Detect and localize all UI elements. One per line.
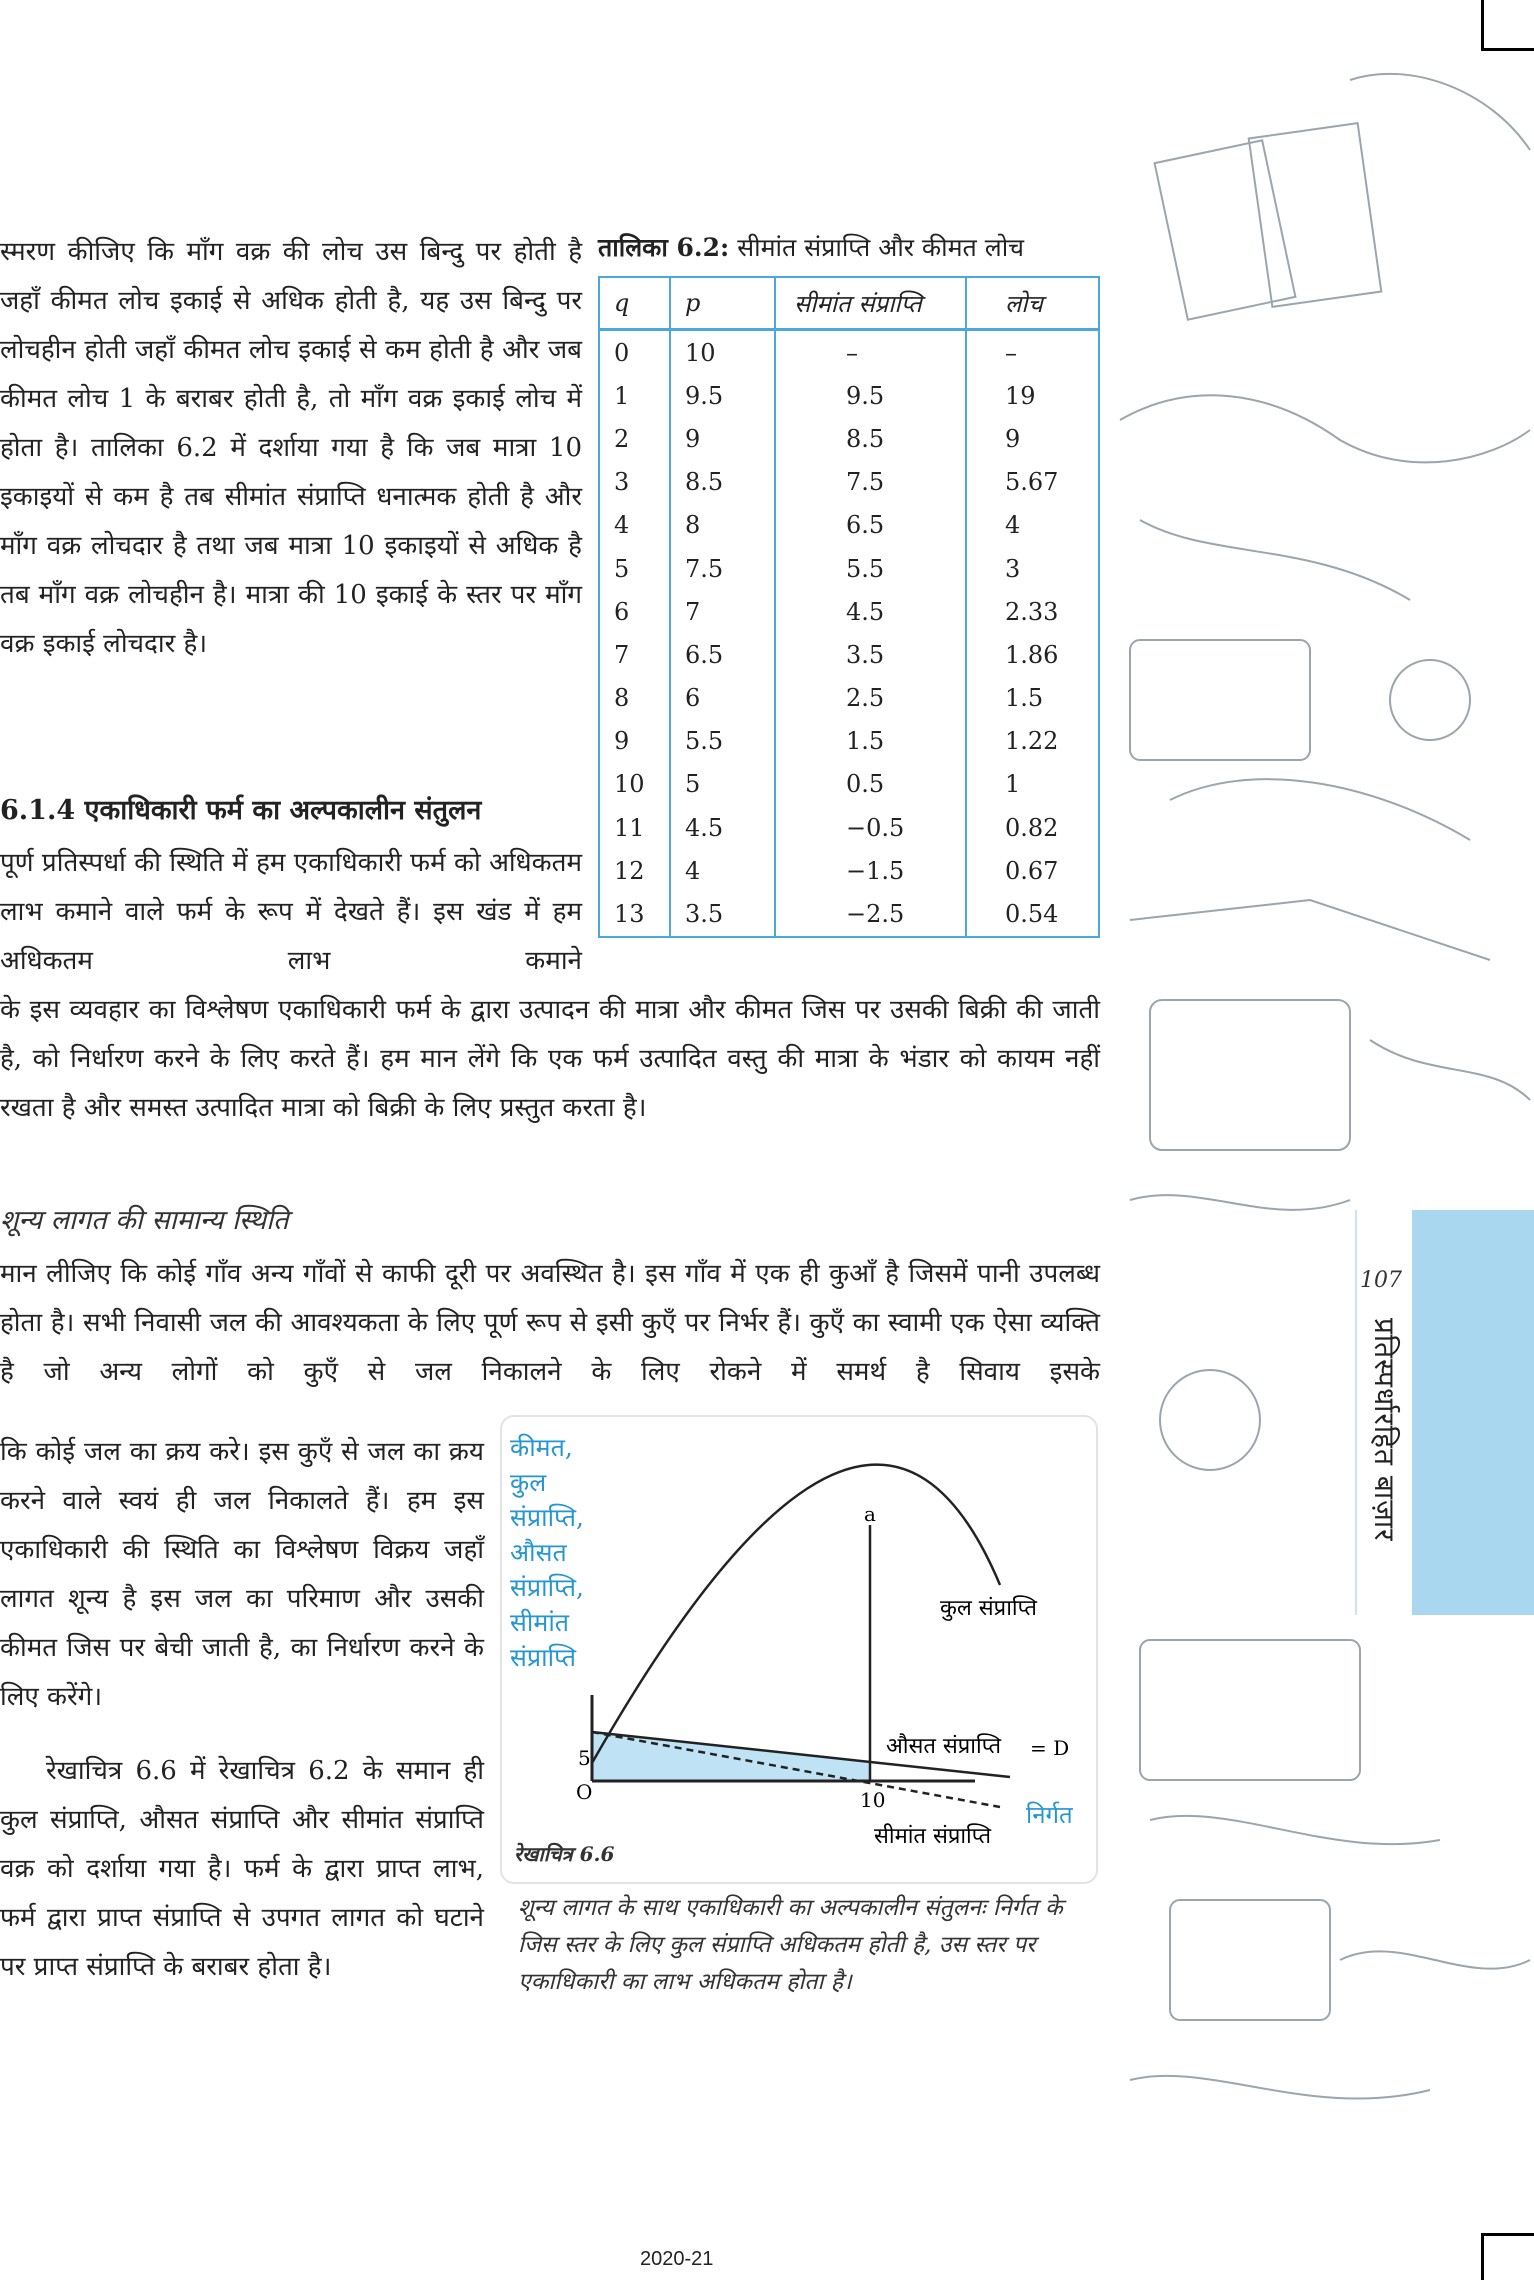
cell-p: 4 xyxy=(670,849,775,892)
cell-marginal-revenue: 3.5 xyxy=(775,633,966,676)
table-caption xyxy=(598,230,1103,264)
cell-elasticity: 0.82 xyxy=(966,806,1099,849)
cell-elasticity: 4 xyxy=(966,504,1099,547)
revenue-diagram xyxy=(500,1415,1096,1882)
cell-marginal-revenue: 5.5 xyxy=(775,547,966,590)
cell-p: 3.5 xyxy=(670,892,775,936)
y-label-line: कीमत, xyxy=(510,1433,573,1462)
cell-marginal-revenue: – xyxy=(775,330,966,375)
zero-cost-paragraph-c: रेखाचित्र 6.6 में रेखाचित्र 6.2 के समान ही कुल संप्राप्ति, औसत संप्राप्ति और सीमांत संप्राप्ति वक्र को दर्शाया गया है। फर्म के द्वारा प्राप्त लाभ, फर्म द्वारा प्राप्त संप्राप्ति से उपगत लागत को घटाने पर प्राप्त संप्राप्ति के बराबर होता है। xyxy=(0,1756,484,1982)
table-row xyxy=(599,330,1099,375)
cell-marginal-revenue: 0.5 xyxy=(775,763,966,806)
cell-p: 6.5 xyxy=(670,633,775,676)
section-paragraph-b: के इस व्यवहार का विश्लेषण एकाधिकारी फर्म के द्वारा उत्पादन की मात्रा और कीमत जिस पर उसकी बिक्री की जाती है, को निर्धारण करने के लिए करते हैं। हम मान लेंगे कि एक फर्म उत्पादित वस्तु की मात्रा के भंडार को कायम नहीं रखता है और समस्त उत्पादित मात्रा को बिक्री के लिए प्रस्तुत करता है। xyxy=(0,995,1100,1123)
cell-p: 6 xyxy=(670,677,775,720)
cell-elasticity: 0.54 xyxy=(966,892,1099,936)
cell-q: 5 xyxy=(599,547,670,590)
cell-elasticity: 0.67 xyxy=(966,849,1099,892)
cell-q: 10 xyxy=(599,763,670,806)
header-p: p xyxy=(670,277,775,330)
cell-marginal-revenue: −2.5 xyxy=(775,892,966,936)
cell-elasticity: 9 xyxy=(966,417,1099,460)
cell-q: 12 xyxy=(599,849,670,892)
cell-q: 9 xyxy=(599,720,670,763)
zero-cost-paragraph-b: कि कोई जल का क्रय करे। इस कुएँ से जल का क्रय करने वाले स्वयं ही जल निकालते हैं। हम इस एकाधिकारी की स्थिति का विश्लेषण विक्रय जहाँ लागत शून्य है इस जल का परिमाण और उसकी कीमत जिस पर बेची जाती है, का निर्धारण करने के लिए करेंगे। xyxy=(0,1437,484,1712)
cell-q: 0 xyxy=(599,330,670,375)
y-label-line: संप्राप्ति xyxy=(510,1643,577,1672)
footer-year: 2020-21 xyxy=(640,2248,714,2270)
cell-marginal-revenue: 8.5 xyxy=(775,417,966,460)
elasticity-table xyxy=(598,276,1100,938)
y-label-line: सीमांत xyxy=(510,1608,570,1637)
subheading: शून्य लागत की सामान्य स्थिति xyxy=(0,1205,289,1236)
cell-elasticity: 3 xyxy=(966,547,1099,590)
crop-mark-top xyxy=(1481,0,1534,51)
y-label-line: औसत xyxy=(510,1538,567,1567)
cell-q: 3 xyxy=(599,461,670,504)
cell-marginal-revenue: 9.5 xyxy=(775,374,966,417)
origin-label: O xyxy=(576,1780,593,1804)
cell-q: 11 xyxy=(599,806,670,849)
cell-marginal-revenue: −0.5 xyxy=(775,806,966,849)
chapter-title: प्रतिस्पर्धारहित बाज़ार xyxy=(1368,1318,1401,1542)
cell-p: 7.5 xyxy=(670,547,775,590)
cell-elasticity: 1.22 xyxy=(966,720,1099,763)
table-row xyxy=(599,417,1099,460)
table-row xyxy=(599,677,1099,720)
table-header-row xyxy=(599,277,1099,330)
marginal-revenue-label: सीमांत संप्राप्ति xyxy=(874,1824,992,1849)
table-row xyxy=(599,504,1099,547)
y-tick-5: 5 xyxy=(578,1746,591,1770)
cell-q: 13 xyxy=(599,892,670,936)
table-row xyxy=(599,720,1099,763)
cell-marginal-revenue: 6.5 xyxy=(775,504,966,547)
cell-p: 8.5 xyxy=(670,461,775,504)
cell-elasticity: – xyxy=(966,330,1099,375)
table-row xyxy=(599,633,1099,676)
intro-paragraph: स्मरण कीजिए कि माँग वक्र की लोच उस बिन्दु पर होती है जहाँ कीमत लोच इकाई से अधिक होती है, यह उस बिन्दु पर लोचहीन होती जहाँ कीमत लोच इकाई से कम होती है और जब कीमत लोच 1 के बराबर होती है, तो माँग वक्र इकाई लोच में होता है। तालिका 6.2 में दर्शाया गया है कि जब मात्रा 10 इकाइयों से कम है तब सीमांत संप्राप्ति धनात्मक होती है और माँग वक्र लोचदार है तथा जब मात्रा 10 इकाइयों से अधिक है तब माँग वक्र लोचहीन है। मात्रा की 10 इकाई के स्तर पर माँग वक्र इकाई लोचदार है। xyxy=(0,237,582,659)
cell-elasticity: 1.5 xyxy=(966,677,1099,720)
table-row xyxy=(599,763,1099,806)
cell-marginal-revenue: 4.5 xyxy=(775,590,966,633)
table-caption-label: तालिका 6.2: xyxy=(598,233,730,262)
x-tick-10: 10 xyxy=(860,1788,886,1812)
table-row xyxy=(599,849,1099,892)
cell-p: 5.5 xyxy=(670,720,775,763)
figure-caption: शून्य लागत के साथ एकाधिकारी का अल्पकालीन संतुलनः निर्गत के जिस स्तर के लिए कुल संप्राप्ति अधिकतम होती है, उस स्तर पर एकाधिकारी का लाभ अधिकतम होता है। xyxy=(518,1895,1063,1995)
y-label-line: कुल xyxy=(510,1468,547,1497)
crop-mark-bottom xyxy=(1481,2233,1534,2280)
cell-elasticity: 19 xyxy=(966,374,1099,417)
zero-cost-paragraph-a: मान लीजिए कि कोई गाँव अन्य गाँवों से काफी दूरी पर अवस्थित है। इस गाँव में एक ही कुआँ है जिसमें पानी उपलब्ध होता है। सभी निवासी जल की आवश्यकता के लिए पूर्ण रूप से इसी कुएँ पर निर्भर हैं। कुएँ का स्वामी एक ऐसा व्यक्ति है जो अन्य लोगों को कुएँ से जल निकालने के लिए रोकने में समर्थ है सिवाय इसके xyxy=(0,1259,1100,1387)
table-row xyxy=(599,461,1099,504)
average-revenue-label: औसत संप्राप्ति xyxy=(886,1734,1002,1759)
cell-elasticity: 2.33 xyxy=(966,590,1099,633)
cell-p: 9.5 xyxy=(670,374,775,417)
page-number: 107 xyxy=(1360,1268,1402,1293)
cell-marginal-revenue: 7.5 xyxy=(775,461,966,504)
cell-marginal-revenue: 2.5 xyxy=(775,677,966,720)
table-row xyxy=(599,806,1099,849)
figure-number: रेखाचित्र 6.6 xyxy=(514,1842,615,1866)
cell-marginal-revenue: −1.5 xyxy=(775,849,966,892)
header-marginal-revenue: सीमांत संप्राप्ति xyxy=(775,277,966,330)
total-revenue-curve xyxy=(592,1465,1000,1763)
table-row xyxy=(599,590,1099,633)
total-revenue-label: कुल संप्राप्ति xyxy=(940,1596,1037,1621)
cell-q: 2 xyxy=(599,417,670,460)
y-label-line: संप्राप्ति, xyxy=(510,1573,584,1602)
table-row xyxy=(599,547,1099,590)
cell-elasticity: 5.67 xyxy=(966,461,1099,504)
point-a-label: a xyxy=(864,1502,876,1526)
header-q: q xyxy=(599,277,670,330)
cell-p: 4.5 xyxy=(670,806,775,849)
cell-elasticity: 1 xyxy=(966,763,1099,806)
cell-q: 4 xyxy=(599,504,670,547)
cell-p: 5 xyxy=(670,763,775,806)
table-body xyxy=(599,330,1099,937)
table-caption-text: सीमांत संप्राप्ति और कीमत लोच xyxy=(737,233,1025,262)
table-row xyxy=(599,892,1099,936)
cell-elasticity: 1.86 xyxy=(966,633,1099,676)
margin-illustration xyxy=(1110,0,1534,2280)
demand-label: = D xyxy=(1030,1736,1070,1760)
section-paragraph-a: पूर्ण प्रतिस्पर्धा की स्थिति में हम एकाधिकारी फर्म को अधिकतम लाभ कमाने वाले फर्म के रूप में देखते हैं। इस खंड में हम अधिकतम लाभ कमाने xyxy=(0,848,582,976)
cell-p: 7 xyxy=(670,590,775,633)
cell-p: 10 xyxy=(670,330,775,375)
output-axis-label: निर्गत xyxy=(1026,1801,1073,1829)
cell-q: 8 xyxy=(599,677,670,720)
cell-p: 9 xyxy=(670,417,775,460)
cell-q: 1 xyxy=(599,374,670,417)
cell-marginal-revenue: 1.5 xyxy=(775,720,966,763)
header-elasticity: लोच xyxy=(966,277,1099,330)
cell-q: 6 xyxy=(599,590,670,633)
y-label-line: संप्राप्ति, xyxy=(510,1503,584,1532)
cell-q: 7 xyxy=(599,633,670,676)
section-heading: 6.1.4 एकाधिकारी फर्म का अल्पकालीन संतुलन xyxy=(0,795,482,826)
table-row xyxy=(599,374,1099,417)
cell-p: 8 xyxy=(670,504,775,547)
